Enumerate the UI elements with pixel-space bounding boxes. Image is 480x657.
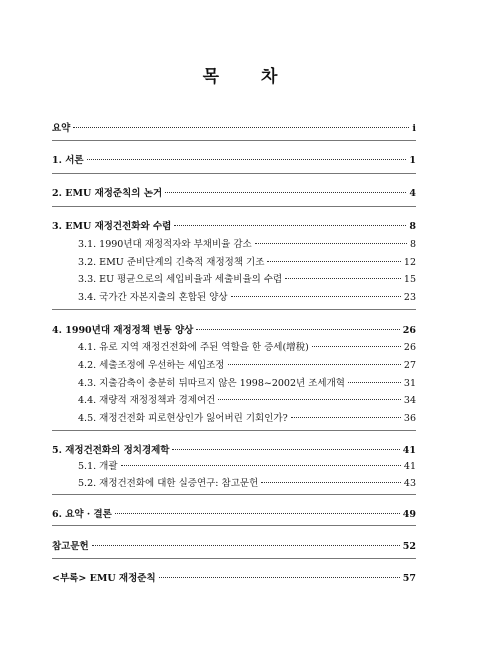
toc-subentry[interactable] [78,271,416,285]
toc-entry-label: 4.5. 재정건전화 피로현상인가 잃어버린 기회인가? [78,413,288,424]
toc-entry-label: 5.1. 개괄 [78,461,118,472]
toc-subentry[interactable] [78,357,416,371]
section-divider [52,173,416,174]
dot-leader [92,545,400,546]
toc-entry-label: 4.1. 유로 지역 재정건전화에 주된 역할을 한 증세(增稅) [78,342,309,353]
dot-leader [231,296,401,297]
toc-entry-page: 4 [409,188,416,199]
dot-leader [115,513,400,514]
dot-leader [121,465,401,466]
toc-entry-page: 8 [409,221,416,232]
toc-entry[interactable] [52,442,416,456]
toc-entry-label: 참고문헌 [52,541,89,552]
toc-entry-label: 3.3. EU 평균으로의 세입비율과 세출비율의 수렴 [78,274,283,285]
toc-entry-label: 4. 1990년대 재정정책 변동 양상 [52,325,194,336]
toc-entry-page: 31 [403,378,416,389]
toc-entry-label: 3. EMU 재정건전화와 수렴 [52,221,172,232]
toc-entry[interactable] [52,185,416,199]
dot-leader [291,417,401,418]
toc-entry-label: 4.2. 세출조정에 우선하는 세입조정 [78,360,225,371]
toc-subentry[interactable] [78,236,416,250]
toc-entry-page: 8 [409,239,416,250]
dot-leader [196,329,399,330]
dot-leader [228,364,401,365]
toc-entry[interactable] [52,506,416,520]
section-divider [52,525,416,526]
dot-leader [165,192,406,193]
toc-subentry[interactable] [78,339,416,353]
toc-entry[interactable] [52,570,416,584]
dot-leader [218,399,401,400]
section-divider [52,494,416,495]
toc-entry[interactable] [52,218,416,232]
dot-leader [267,261,401,262]
dot-leader [73,127,409,128]
toc-entry-page: i [412,123,416,134]
toc-entry[interactable] [52,538,416,552]
toc-subentry[interactable] [78,410,416,424]
toc-entry-page: 27 [403,360,416,371]
toc-entry-page: 1 [409,155,416,166]
dot-leader [261,482,401,483]
toc-entry[interactable] [52,322,416,336]
toc-entry-page: 12 [403,257,416,268]
toc-entry-label: 3.2. EMU 준비단계의 긴축적 재정정책 기조 [78,257,265,268]
toc-entry-page: 41 [402,445,416,456]
dot-leader [285,278,401,279]
toc-subentry[interactable] [78,475,416,489]
dot-leader [159,577,400,578]
toc-entry[interactable] [52,152,416,166]
toc-entry-page: 36 [403,413,416,424]
toc-entry-label: 3.4. 국가간 자본지출의 혼합된 양상 [78,292,228,303]
toc-entry-page: 26 [403,342,416,353]
toc-entry-page: 41 [403,461,416,472]
toc-entry-page: 49 [402,509,416,520]
toc-entry-page: 23 [403,292,416,303]
toc-subentry[interactable] [78,375,416,389]
toc-subentry[interactable] [78,254,416,268]
toc-entry-label: 4.4. 재량적 재정정책과 경제여건 [78,395,216,406]
toc-entry-label: <부록> EMU 재정준칙 [52,573,156,584]
toc-entry-label: 1. 서론 [52,155,84,166]
toc-entry-page: 26 [402,325,416,336]
page-title: 목 차 [202,67,296,87]
dot-leader [348,382,401,383]
toc-entry-label: 요약 [52,123,71,134]
toc-entry-page: 57 [402,573,416,584]
dot-leader [255,243,407,244]
toc-entry-label: 6. 요약 · 결론 [52,509,112,520]
dot-leader [172,449,399,450]
dot-leader [87,159,407,160]
toc-entry-page: 34 [403,395,416,406]
toc-entry-label: 3.1. 1990년대 재정적자와 부채비율 감소 [78,239,252,250]
section-divider [52,430,416,431]
toc-entry-page: 15 [403,274,416,285]
toc-entry[interactable] [52,120,416,134]
section-divider [52,140,416,141]
toc-entry-label: 5.2. 재정건전화에 대한 실증연구: 참고문헌 [78,478,259,489]
toc-entry-page: 43 [403,478,416,489]
section-divider [52,558,416,559]
dot-leader [312,346,401,347]
toc-entry-page: 52 [402,541,416,552]
toc-entry-label: 2. EMU 재정준칙의 논거 [52,188,163,199]
toc-entry-label: 5. 재정건전화의 정치경제학 [52,445,170,456]
toc-subentry[interactable] [78,458,416,472]
section-divider [52,206,416,207]
toc-subentry[interactable] [78,289,416,303]
dot-leader [174,225,406,226]
section-divider [52,309,416,310]
toc-subentry[interactable] [78,392,416,406]
toc-entry-label: 4.3. 지출감축이 충분히 뒤따르지 않은 1998~2002년 조세개혁 [78,378,345,389]
